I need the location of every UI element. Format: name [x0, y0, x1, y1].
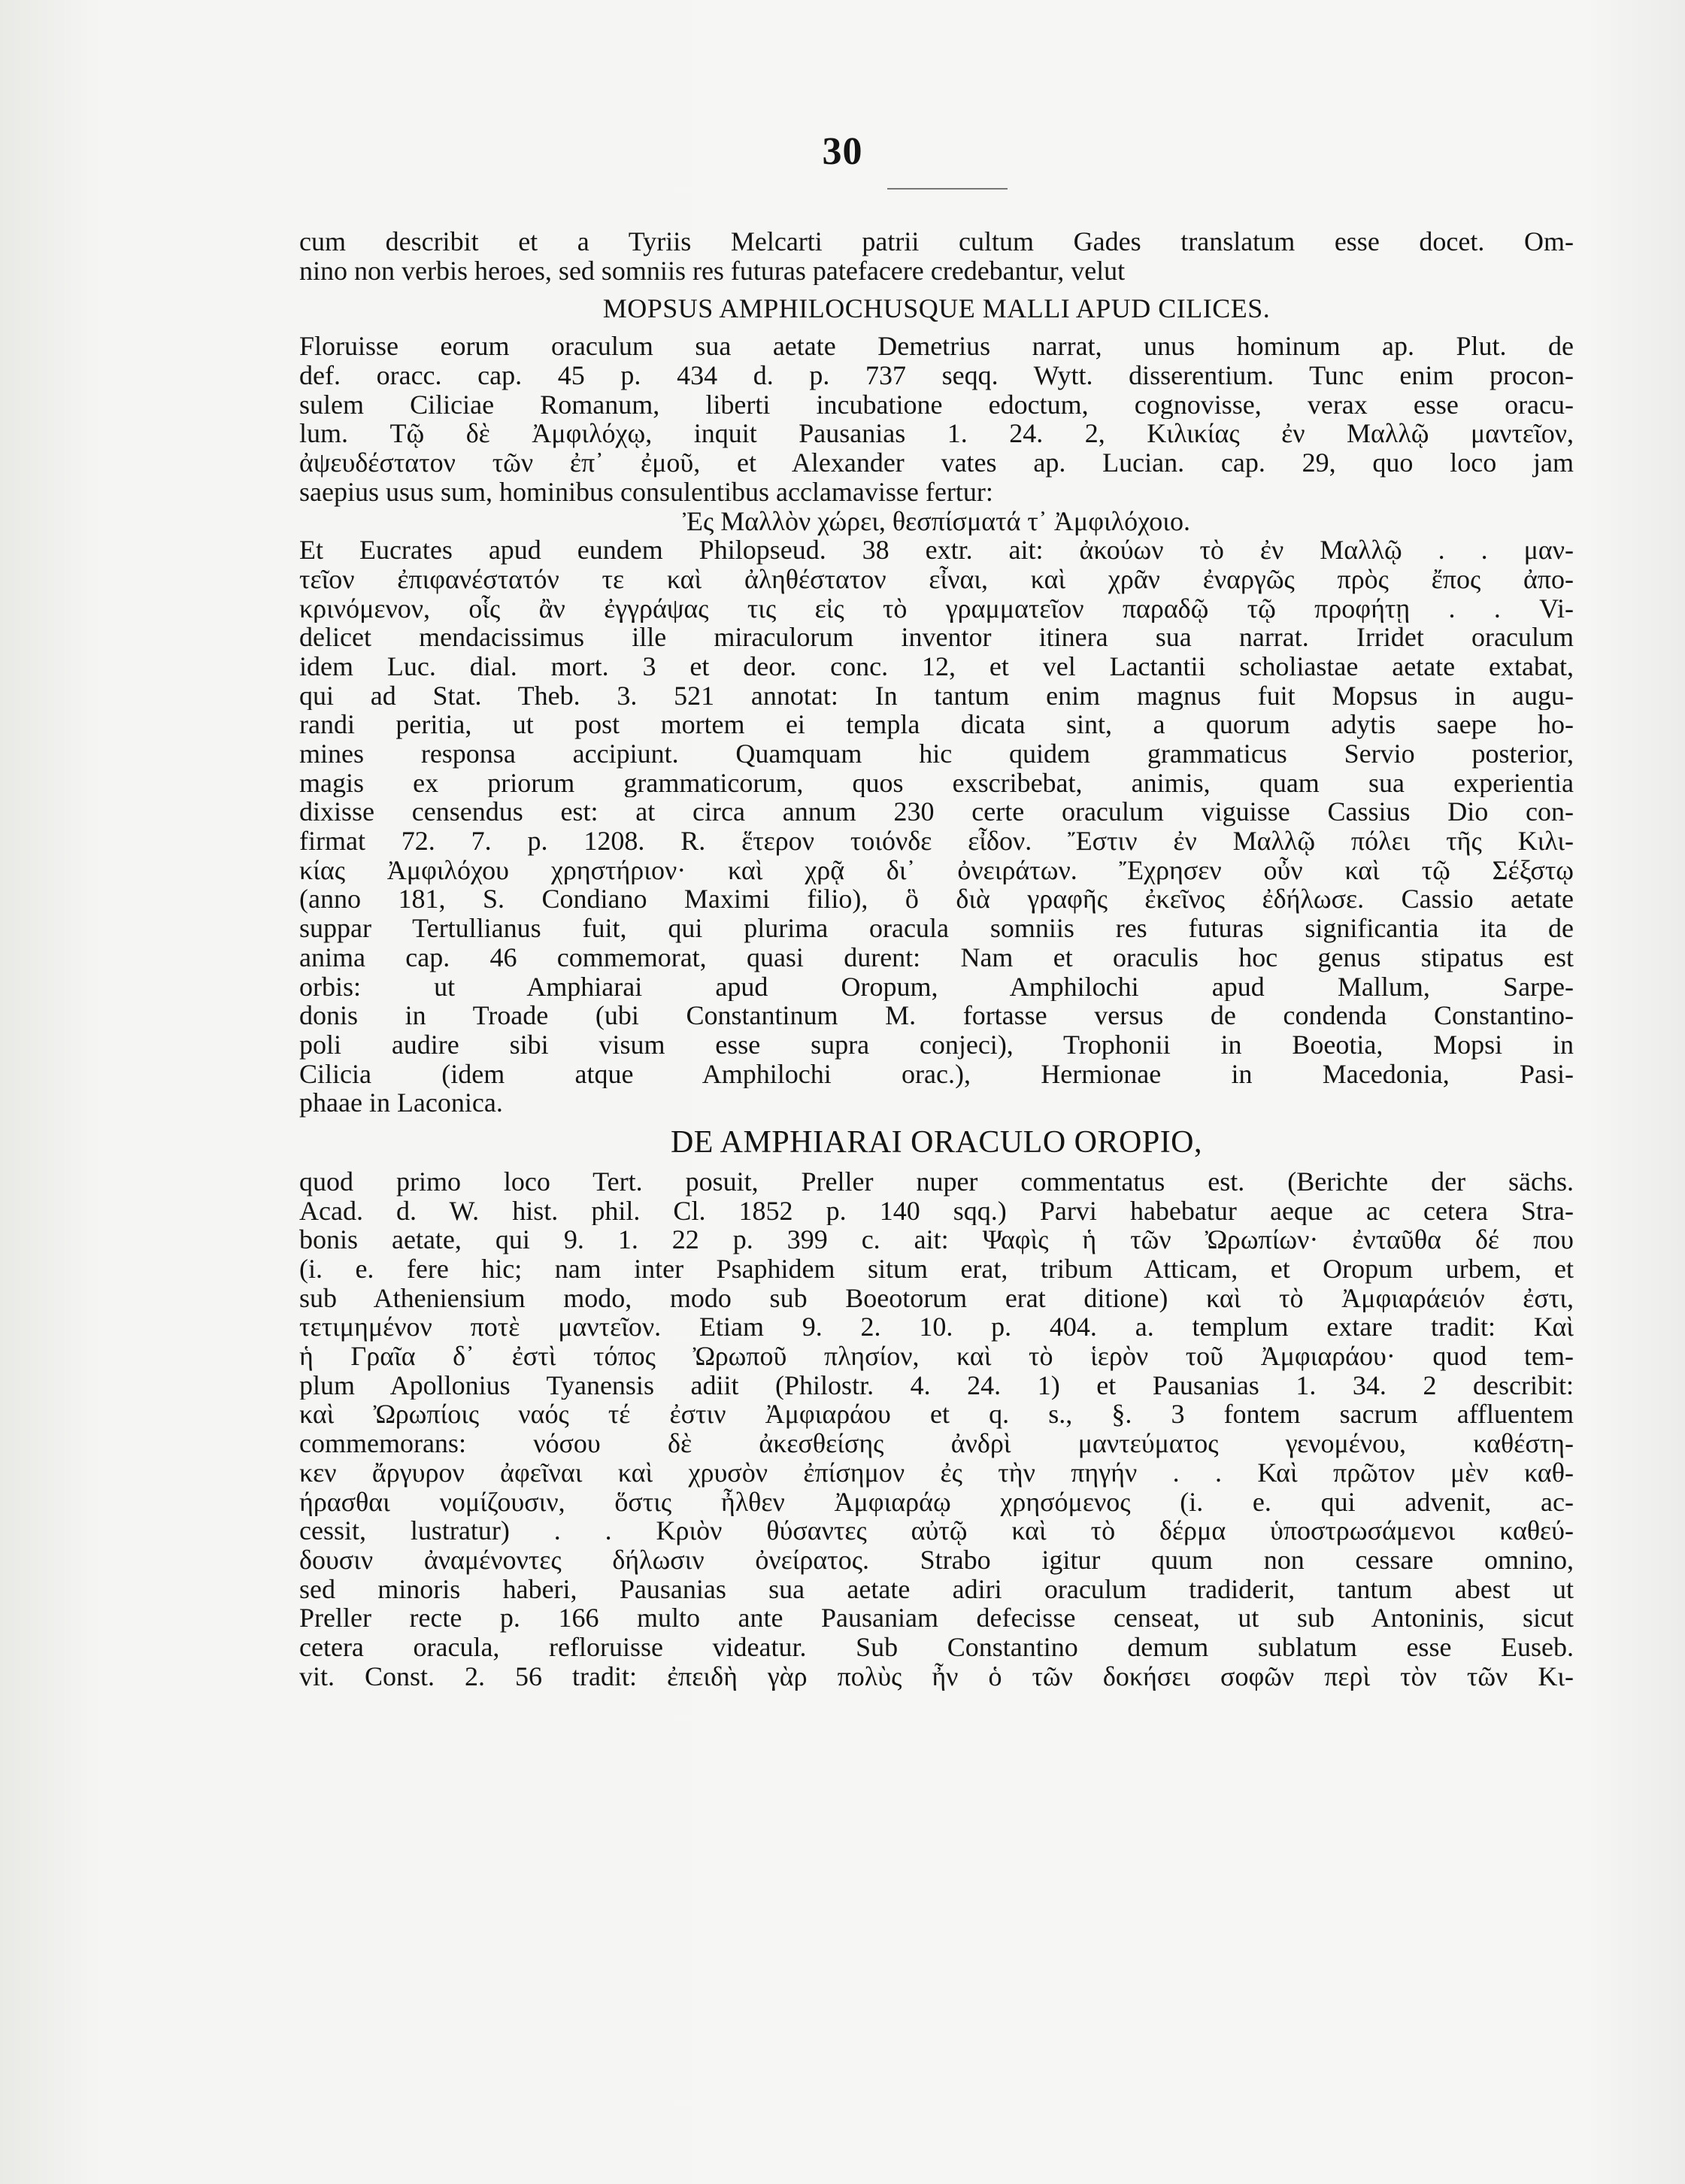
section-heading-amphiarai: DE AMPHIARAI ORACULO OROPIO,: [670, 1124, 1203, 1160]
text-line: cetera oracula, refloruisse videatur. Sub Constantino demum sublatum esse Euseb.: [299, 1632, 1574, 1662]
text-line: Acad. d. W. hist. phil. Cl. 1852 p. 140 sqq.) Parvi habebatur aeque ac cetera Stra-: [299, 1196, 1574, 1226]
text-line: orbis: ut Amphiarai apud Oropum, Amphilochi apud Mallum, Sarpe-: [299, 972, 1574, 1002]
text-line: cum describit et a Tyriis Melcarti patrii cultum Gades translatum esse docet. Om-: [299, 227, 1574, 256]
text-line: Et Eucrates apud eundem Philopseud. 38 extr. ait: ἀκούων τὸ ἐν Μαλλῷ . . μαν-: [299, 535, 1574, 565]
body-text: [299, 227, 1574, 1691]
text-line: Preller recte p. 166 multo ante Pausaniam defecisse censeat, ut sub Antoninis, sicut: [299, 1603, 1574, 1633]
text-line: qui ad Stat. Theb. 3. 521 annotat: In tantum enim magnus fuit Mopsus in augu-: [299, 681, 1574, 711]
text-line: δουσιν ἀναμένοντες δήλωσιν ὀνείρατος. Strabo igitur quum non cessare omnino,: [299, 1545, 1574, 1575]
text-line: saepius usus sum, hominibus consulentibus acclamavisse fertur:: [299, 477, 993, 507]
text-line: plum Apollonius Tyanensis adiit (Philostr. 4. 24. 1) et Pausanias 1. 34. 2 describit:: [299, 1370, 1574, 1400]
text-line: firmat 72. 7. p. 1208. R. ἕτερον τοιόνδε εἶδον. Ἔστιν ἐν Μαλλῷ πόλει τῆς Κιλι-: [299, 827, 1574, 856]
text-line: vit. Const. 2. 56 tradit: ἐπειδὴ γὰρ πολὺς ἦν ὁ τῶν δοκήσει σοφῶν περὶ τὸν τῶν Κι-: [299, 1661, 1574, 1691]
text-line: τετιμημένον ποτὲ μαντεῖον. Etiam 9. 2. 10. p. 404. a. templum extare tradit: Καὶ: [299, 1312, 1574, 1342]
text-line: magis ex priorum grammaticorum, quos exscribebat, animis, quam sua experientia: [299, 768, 1574, 798]
text-line: καὶ Ὠρωπίοις ναός τέ ἐστιν Ἀμφιαράου et q. s., §. 3 fontem sacrum affluentem: [299, 1400, 1574, 1430]
text-line: dixisse censendus est: at circa annum 230 certe oraculum viguisse Cassius Dio con-: [299, 797, 1574, 827]
text-line: anima cap. 46 commemorat, quasi durent: Nam et oraculis hoc genus stipatus est: [299, 942, 1574, 972]
text-line: commemorans: νόσου δὲ ἀκεσθείσης ἀνδρὶ μαντεύματος γενομένου, καθέστη-: [299, 1429, 1574, 1458]
paragraph-intro: [299, 227, 1574, 285]
section-heading-mopsus: MOPSUS AMPHILOCHUSQUE MALLI APUD CILICES.: [602, 293, 1271, 324]
text-line: delicet mendacissimus ille miraculorum inventor itinera sua narrat. Irridet oraculum: [299, 623, 1574, 652]
text-line: quod primo loco Tert. posuit, Preller nuper commentatus est. (Berichte der sächs.: [299, 1166, 1574, 1197]
text-line: Ἐς Μαλλὸν χώρει, θεσπίσματά τ᾽ Ἀμφιλόχοιο.: [683, 506, 1190, 536]
page-number: 30: [822, 130, 863, 173]
text-line: sub Atheniensium modo, modo sub Boeotorum erat ditione) καὶ τὸ Ἀμφιαράειόν ἐστι,: [299, 1283, 1574, 1313]
text-line: τεῖον ἐπιφανέστατόν τε καὶ ἀληθέστατον εἶναι, καὶ χρᾶν ἐναργῶς πρὸς ἔπος ἀπο-: [299, 564, 1574, 594]
text-line: def. oracc. cap. 45 p. 434 d. p. 737 seqq. Wytt. disserentium. Tunc enim procon-: [299, 361, 1574, 390]
text-line: ήρασθαι νομίζουσιν, ὅστις ἦλθεν Ἀμφιαράῳ χρησόμενος (i. e. qui advenit, ac-: [299, 1487, 1574, 1517]
text-line: ἡ Γραῖα δ᾽ ἐστὶ τόπος Ὠρωποῦ πλησίον, καὶ τὸ ἱερὸν τοῦ Ἀμφιαράου· quod tem-: [299, 1342, 1574, 1371]
text-line: nino non verbis heroes, sed somniis res futuras patefacere credebantur, velut: [299, 256, 1126, 286]
text-line: κίας Ἀμφιλόχου χρηστήριον· καὶ χρᾷ δι᾽ ὀνειράτων. Ἔχρησεν οὖν καὶ τῷ Σέξστῳ: [299, 855, 1574, 885]
paragraph-mopsus: [299, 332, 1574, 1118]
text-line: κρινόμενον, οἷς ἂν ἐγγράψας τις εἰς τὸ γραμματεῖον παραδῷ τῷ προφήτῃ . . Vi-: [299, 593, 1574, 623]
text-line: (anno 181, S. Condiano Maximi filio), ὃ διὰ γραφῆς ἐκεῖνος ἐδήλωσε. Cassio aetate: [299, 884, 1574, 915]
paragraph-amphiarai: [299, 1167, 1574, 1691]
text-line: cessit, lustratur) . . Κριὸν θύσαντες αὐτῷ καὶ τὸ δέρμα ὑποστρωσάμενοι καθεύ-: [299, 1516, 1574, 1545]
text-line: ἀψευδέστατον τῶν ἐπ᾽ ἐμοῦ, et Alexander vates ap. Lucian. cap. 29, quo loco jam: [299, 448, 1574, 478]
text-line: poli audire sibi visum esse supra conjeci), Trophonii in Boeotia, Mopsi in: [299, 1030, 1574, 1060]
text-line: (i. e. fere hic; nam inter Psaphidem situm erat, tribum Atticam, et Oropum urbem, et: [299, 1254, 1574, 1284]
text-line: bonis aetate, qui 9. 1. 22 p. 399 c. ait: Ψαφὶς ἡ τῶν Ὠρωπίων· ἐνταῦθα δέ που: [299, 1225, 1574, 1254]
text-line: phaae in Laconica.: [299, 1088, 503, 1118]
text-line: idem Luc. dial. mort. 3 et deor. conc. 12, et vel Lactantii scholiastae aetate extabat,: [299, 651, 1574, 681]
text-line: donis in Troade (ubi Constantinum M. fortasse versus de condenda Constantino-: [299, 1001, 1574, 1030]
header-rule: [887, 188, 1008, 190]
text-line: Floruisse eorum oraculum sua aetate Demetrius narrat, unus hominum ap. Plut. de: [299, 332, 1574, 362]
text-line: suppar Tertullianus fuit, qui plurima oracula somniis res futuras significantia ita de: [299, 914, 1574, 943]
text-line: sulem Ciliciae Romanum, liberti incubatione edoctum, cognovisse, verax esse oracu-: [299, 390, 1574, 420]
text-line: Cilicia (idem atque Amphilochi orac.), Hermionae in Macedonia, Pasi-: [299, 1059, 1574, 1089]
text-line: lum. Τῷ δὲ Ἀμφιλόχῳ, inquit Pausanias 1. 24. 2, Κιλικίας ἐν Μαλλῷ μαντεῖον,: [299, 419, 1574, 449]
text-line: mines responsa accipiunt. Quamquam hic quidem grammaticus Servio posterior,: [299, 739, 1574, 769]
text-line: sed minoris haberi, Pausanias sua aetate adiri oraculum tradiderit, tantum abest ut: [299, 1574, 1574, 1604]
text-line: randi peritia, ut post mortem ei templa dicata sint, a quorum adytis saepe ho-: [299, 710, 1574, 739]
text-line: κεν ἄργυρον ἀφεῖναι καὶ χρυσὸν ἐπίσημον ἐς τὴν πηγήν . . Καὶ πρῶτον μὲν καθ-: [299, 1458, 1574, 1488]
